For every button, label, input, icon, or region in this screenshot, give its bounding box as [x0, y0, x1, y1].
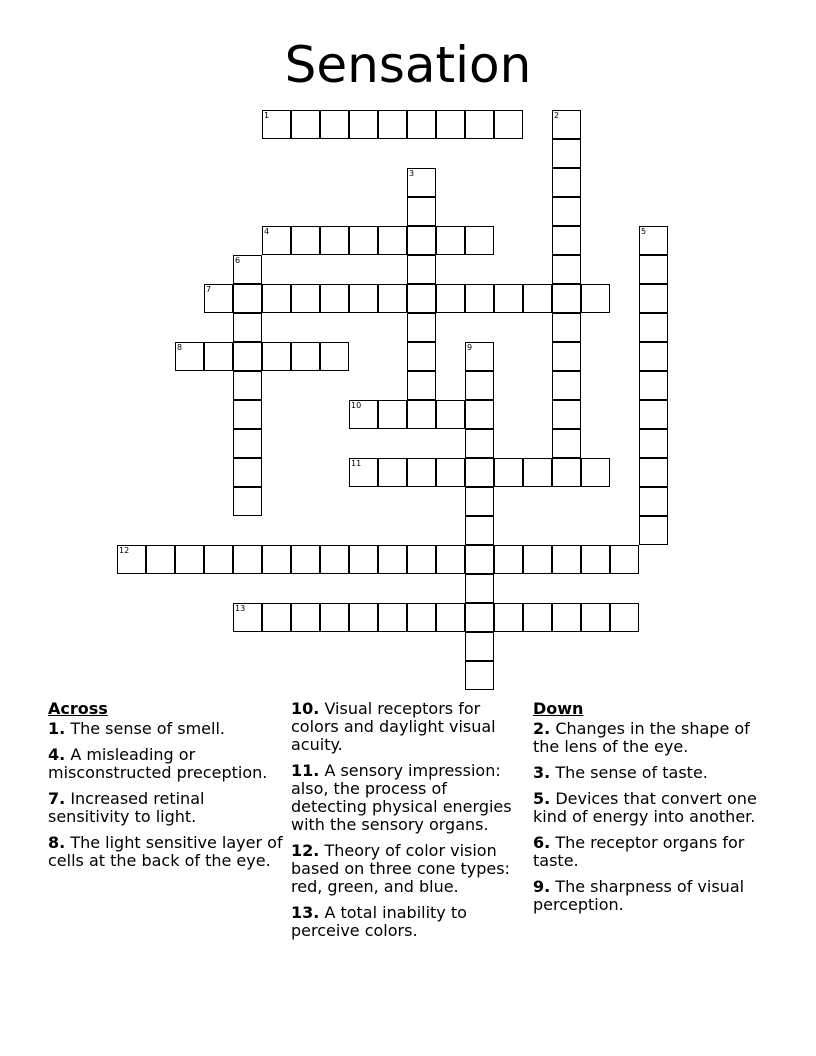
- grid-cell[interactable]: [552, 400, 581, 429]
- grid-cell[interactable]: [581, 545, 610, 574]
- grid-cell[interactable]: [233, 371, 262, 400]
- grid-cell[interactable]: [378, 603, 407, 632]
- clues-column-2: [291, 700, 527, 948]
- clue-across-13: [291, 904, 527, 940]
- grid-cell[interactable]: [494, 458, 523, 487]
- grid-cell[interactable]: [407, 313, 436, 342]
- clue-number: 11.: [291, 761, 320, 780]
- grid-cell[interactable]: [407, 342, 436, 371]
- clue-down-5: [533, 790, 769, 826]
- grid-cell[interactable]: [639, 429, 668, 458]
- grid-cell[interactable]: [262, 545, 291, 574]
- grid-cell[interactable]: [233, 603, 262, 632]
- clue-number: 7.: [48, 789, 66, 808]
- grid-cell[interactable]: [639, 342, 668, 371]
- grid-cell[interactable]: [204, 284, 233, 313]
- clue-down-9: [533, 878, 769, 914]
- grid-cell[interactable]: [523, 603, 552, 632]
- grid-cell[interactable]: [436, 110, 465, 139]
- grid-cell[interactable]: [465, 226, 494, 255]
- across-heading: Across: [48, 699, 108, 718]
- grid-cell[interactable]: [378, 458, 407, 487]
- grid-cell[interactable]: [552, 110, 581, 139]
- clue-down-2: [533, 720, 769, 756]
- grid-cell[interactable]: [465, 400, 494, 429]
- grid-cell[interactable]: [291, 110, 320, 139]
- grid-cell[interactable]: [436, 284, 465, 313]
- grid-cell[interactable]: [465, 632, 494, 661]
- grid-cell[interactable]: [465, 545, 494, 574]
- grid-cell[interactable]: [407, 371, 436, 400]
- cell-number: 8: [177, 343, 183, 352]
- grid-cell[interactable]: [552, 284, 581, 313]
- grid-cell[interactable]: [262, 603, 291, 632]
- grid-cell[interactable]: [639, 226, 668, 255]
- grid-cell[interactable]: [378, 284, 407, 313]
- grid-cell[interactable]: [291, 603, 320, 632]
- grid-cell[interactable]: [291, 342, 320, 371]
- grid-cell[interactable]: [494, 603, 523, 632]
- grid-cell[interactable]: [233, 400, 262, 429]
- grid-cell[interactable]: [320, 603, 349, 632]
- grid-cell[interactable]: [436, 603, 465, 632]
- grid-cell[interactable]: [349, 603, 378, 632]
- grid-cell[interactable]: [349, 545, 378, 574]
- grid-cell[interactable]: [320, 110, 349, 139]
- clue-down-3: [533, 764, 769, 782]
- clue-number: 13.: [291, 903, 320, 922]
- grid-cell[interactable]: [552, 603, 581, 632]
- grid-cell[interactable]: [117, 545, 146, 574]
- grid-cell[interactable]: [552, 342, 581, 371]
- clue-across-11: [291, 762, 527, 834]
- grid-cell[interactable]: [204, 545, 233, 574]
- grid-cell[interactable]: [349, 458, 378, 487]
- clue-number: 9.: [533, 877, 551, 896]
- grid-cell[interactable]: [523, 545, 552, 574]
- clue-number: 6.: [533, 833, 551, 852]
- clue-number: 4.: [48, 745, 66, 764]
- grid-cell[interactable]: [320, 545, 349, 574]
- grid-cell[interactable]: [552, 139, 581, 168]
- grid-cell[interactable]: [552, 545, 581, 574]
- page-title: Sensation: [284, 36, 532, 94]
- clue-text: A misleading or misconstructed preception.: [48, 745, 268, 782]
- grid-cell[interactable]: [407, 284, 436, 313]
- clue-number: 1.: [48, 719, 66, 738]
- grid-cell[interactable]: [639, 516, 668, 545]
- grid-cell[interactable]: [407, 226, 436, 255]
- grid-cell[interactable]: [494, 284, 523, 313]
- grid-cell[interactable]: [262, 342, 291, 371]
- clue-text: Changes in the shape of the lens of the eye.: [533, 719, 750, 756]
- grid-cell[interactable]: [204, 342, 233, 371]
- cell-number: 5: [641, 227, 647, 236]
- grid-cell[interactable]: [407, 400, 436, 429]
- grid-cell[interactable]: [407, 603, 436, 632]
- grid-cell[interactable]: [175, 545, 204, 574]
- down-heading: Down: [533, 699, 584, 718]
- cell-number: 2: [554, 111, 560, 120]
- cell-number: 6: [235, 256, 241, 265]
- clue-number: 10.: [291, 699, 320, 718]
- grid-cell[interactable]: [465, 574, 494, 603]
- clue-across-10: [291, 700, 527, 754]
- grid-cell[interactable]: [523, 284, 552, 313]
- grid-cell[interactable]: [320, 226, 349, 255]
- grid-cell[interactable]: [639, 313, 668, 342]
- grid-cell[interactable]: [146, 545, 175, 574]
- grid-cell[interactable]: [320, 342, 349, 371]
- clue-number: 12.: [291, 841, 320, 860]
- grid-cell[interactable]: [581, 284, 610, 313]
- grid-cell[interactable]: [262, 226, 291, 255]
- cell-number: 9: [467, 343, 473, 352]
- grid-cell[interactable]: [436, 400, 465, 429]
- grid-cell[interactable]: [436, 545, 465, 574]
- grid-cell[interactable]: [581, 458, 610, 487]
- grid-cell[interactable]: [262, 284, 291, 313]
- grid-cell[interactable]: [233, 342, 262, 371]
- grid-cell[interactable]: [639, 284, 668, 313]
- grid-cell[interactable]: [407, 458, 436, 487]
- clue-text: The sense of smell.: [70, 719, 225, 738]
- grid-cell[interactable]: [320, 284, 349, 313]
- grid-cell[interactable]: [233, 255, 262, 284]
- grid-cell[interactable]: [378, 545, 407, 574]
- cell-number: 4: [264, 227, 270, 236]
- cell-number: 13: [235, 604, 246, 613]
- clue-across-1: [48, 720, 283, 738]
- clue-across-7: [48, 790, 283, 826]
- grid-cell[interactable]: [465, 603, 494, 632]
- grid-cell[interactable]: [349, 110, 378, 139]
- grid-cell[interactable]: [233, 545, 262, 574]
- cell-number: 3: [409, 169, 415, 178]
- grid-cell[interactable]: [262, 110, 291, 139]
- grid-cell[interactable]: [407, 545, 436, 574]
- clue-down-6: [533, 834, 769, 870]
- grid-cell[interactable]: [291, 226, 320, 255]
- grid-cell[interactable]: [523, 458, 552, 487]
- grid-cell[interactable]: [465, 371, 494, 400]
- clues-column-3: [533, 700, 769, 922]
- grid-cell[interactable]: [552, 197, 581, 226]
- clue-text: The receptor organs for taste.: [533, 833, 745, 870]
- grid-cell[interactable]: [552, 458, 581, 487]
- grid-cell[interactable]: [639, 458, 668, 487]
- grid-cell[interactable]: [233, 458, 262, 487]
- grid-cell[interactable]: [552, 255, 581, 284]
- cell-number: 12: [119, 546, 130, 555]
- grid-cell[interactable]: [552, 313, 581, 342]
- grid-cell[interactable]: [233, 487, 262, 516]
- grid-cell[interactable]: [378, 110, 407, 139]
- grid-cell[interactable]: [378, 400, 407, 429]
- grid-cell[interactable]: [465, 516, 494, 545]
- clue-text: The light sensitive layer of cells at the back of the eye.: [48, 833, 283, 870]
- clue-text: The sense of taste.: [555, 763, 708, 782]
- grid-cell[interactable]: [407, 110, 436, 139]
- grid-cell[interactable]: [465, 342, 494, 371]
- grid-cell[interactable]: [465, 110, 494, 139]
- clue-number: 8.: [48, 833, 66, 852]
- grid-cell[interactable]: [349, 284, 378, 313]
- grid-cell[interactable]: [465, 661, 494, 690]
- grid-cell[interactable]: [233, 313, 262, 342]
- clues-column-1: [48, 700, 283, 878]
- grid-cell[interactable]: [552, 371, 581, 400]
- grid-cell[interactable]: [436, 458, 465, 487]
- grid-cell[interactable]: [552, 168, 581, 197]
- cell-number: 11: [351, 459, 362, 468]
- clue-number: 5.: [533, 789, 551, 808]
- grid-cell[interactable]: [465, 487, 494, 516]
- clue-text: A sensory impression: also, the process of detecting physical energies with the sensory organs.: [291, 761, 512, 834]
- clue-text: A total inability to perceive colors.: [291, 903, 467, 940]
- grid-cell[interactable]: [639, 400, 668, 429]
- cell-number: 7: [206, 285, 212, 294]
- cell-number: 1: [264, 111, 270, 120]
- grid-cell[interactable]: [291, 545, 320, 574]
- grid-cell[interactable]: [552, 429, 581, 458]
- clue-text: Devices that convert one kind of energy into another.: [533, 789, 757, 826]
- grid-cell[interactable]: [407, 168, 436, 197]
- clue-text: The sharpness of visual perception.: [533, 877, 745, 914]
- grid-cell[interactable]: [494, 110, 523, 139]
- grid-cell[interactable]: [465, 284, 494, 313]
- clue-across-8: [48, 834, 283, 870]
- clue-text: Increased retinal sensitivity to light.: [48, 789, 205, 826]
- cell-number: 10: [351, 401, 362, 410]
- grid-cell[interactable]: [436, 226, 465, 255]
- grid-cell[interactable]: [465, 429, 494, 458]
- grid-cell[interactable]: [639, 255, 668, 284]
- clue-number: 2.: [533, 719, 551, 738]
- grid-cell[interactable]: [581, 603, 610, 632]
- grid-cell[interactable]: [233, 284, 262, 313]
- clue-text: Theory of color vision based on three cone types: red, green, and blue.: [291, 841, 510, 896]
- grid-cell[interactable]: [291, 284, 320, 313]
- grid-cell[interactable]: [378, 226, 407, 255]
- clue-across-4: [48, 746, 283, 782]
- grid-cell[interactable]: [639, 487, 668, 516]
- grid-cell[interactable]: [465, 458, 494, 487]
- grid-cell[interactable]: [494, 545, 523, 574]
- grid-cell[interactable]: [233, 429, 262, 458]
- grid-cell[interactable]: [175, 342, 204, 371]
- clue-across-12: [291, 842, 527, 896]
- grid-cell[interactable]: [349, 226, 378, 255]
- grid-cell[interactable]: [349, 400, 378, 429]
- grid-cell[interactable]: [407, 255, 436, 284]
- grid-cell[interactable]: [639, 371, 668, 400]
- grid-cell[interactable]: [610, 545, 639, 574]
- grid-cell[interactable]: [552, 226, 581, 255]
- clue-text: Visual receptors for colors and daylight visual acuity.: [291, 699, 496, 754]
- grid-cell[interactable]: [610, 603, 639, 632]
- grid-cell[interactable]: [407, 197, 436, 226]
- clue-number: 3.: [533, 763, 551, 782]
